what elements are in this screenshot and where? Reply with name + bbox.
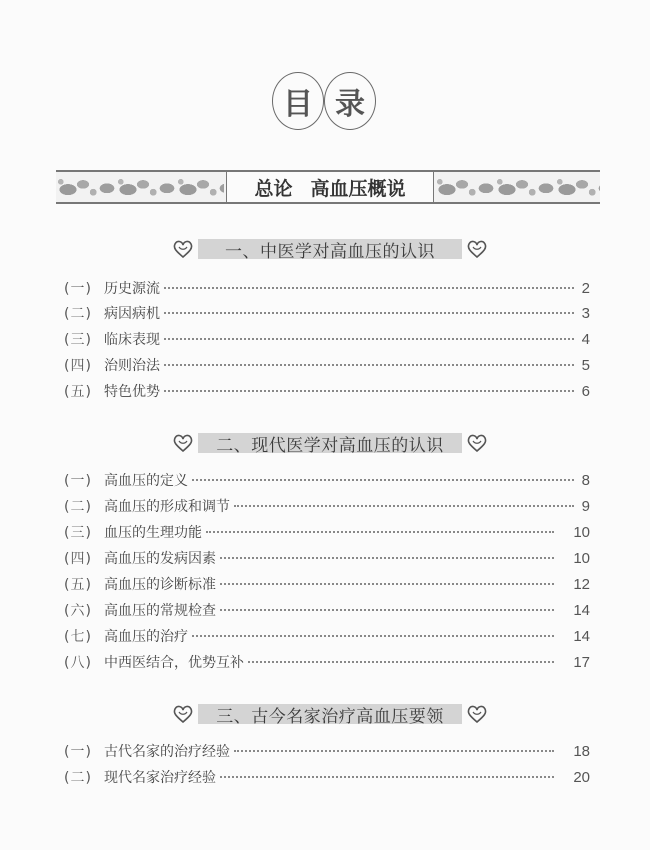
entry-title: 高血压的常规检查: [104, 603, 216, 619]
floral-ornament-icon: [56, 174, 224, 200]
toc-entry[interactable]: [64, 522, 590, 542]
entry-title: 现代名家治疗经验: [104, 770, 216, 786]
dot-leader: [164, 312, 574, 314]
entry-title: 中西医结合，优势互补: [104, 655, 244, 671]
heart-ornament-icon: [172, 239, 194, 259]
part-banner: [56, 170, 600, 204]
entry-title: 临床表现: [104, 332, 160, 348]
entry-title: 治则治法: [104, 358, 160, 374]
dot-leader: [248, 661, 554, 663]
dot-leader: [164, 364, 574, 366]
toc-entry[interactable]: [64, 278, 590, 298]
toc-entry[interactable]: [64, 574, 590, 594]
section-title: 二、现代医学对高血压的认识: [198, 433, 462, 453]
toc-entry[interactable]: [64, 355, 590, 375]
section-title: 三、古今名家治疗高血压要领: [198, 704, 462, 724]
entry-page: 10: [573, 550, 590, 567]
entry-title: 高血压的治疗: [104, 629, 188, 645]
entry-number: (八): [64, 655, 92, 671]
entry-number: (七): [64, 629, 92, 645]
entry-page: 9: [581, 498, 590, 515]
entry-number: (六): [64, 603, 92, 619]
toc-entry[interactable]: [64, 626, 590, 646]
entry-title: 特色优势: [104, 384, 160, 400]
entry-number: (二): [64, 770, 92, 786]
entry-page: 10: [573, 524, 590, 541]
entry-number: (四): [64, 551, 92, 567]
entry-page: 8: [581, 472, 590, 489]
entry-page: 20: [573, 769, 590, 786]
heart-ornament-icon: [466, 239, 488, 259]
heart-ornament-icon: [466, 433, 488, 453]
toc-entry[interactable]: [64, 767, 590, 787]
title-char-circle: 目: [272, 72, 324, 130]
section-header: [172, 432, 488, 454]
page-title: [272, 72, 382, 130]
part-label-a: 总论: [254, 177, 293, 200]
entry-number: (三): [64, 332, 92, 348]
entry-title: 病因病机: [104, 306, 160, 322]
toc-entry[interactable]: [64, 548, 590, 568]
entry-page: 14: [573, 628, 590, 645]
entry-number: (五): [64, 384, 92, 400]
dot-leader: [234, 505, 574, 507]
entry-title: 高血压的形成和调节: [104, 499, 230, 515]
entry-number: (一): [64, 473, 92, 489]
entry-title: 血压的生理功能: [104, 525, 202, 541]
entry-number: (二): [64, 306, 92, 322]
entry-title: 高血压的诊断标准: [104, 577, 216, 593]
entry-number: (二): [64, 499, 92, 515]
entry-number: (一): [64, 281, 92, 297]
entry-page: 6: [581, 383, 590, 400]
dot-leader: [192, 635, 554, 637]
entry-title: 历史源流: [104, 281, 160, 297]
entry-number: (三): [64, 525, 92, 541]
dot-leader: [220, 609, 554, 611]
toc-entry[interactable]: [64, 470, 590, 490]
entry-page: 14: [573, 602, 590, 619]
entry-page: 18: [573, 743, 590, 760]
toc-entry[interactable]: [64, 741, 590, 761]
toc-entry[interactable]: [64, 600, 590, 620]
entry-page: 3: [581, 305, 590, 322]
dot-leader: [164, 338, 574, 340]
entry-page: 5: [581, 357, 590, 374]
toc-entry[interactable]: [64, 381, 590, 401]
part-title: [226, 172, 434, 202]
dot-leader: [220, 583, 554, 585]
toc-entry[interactable]: [64, 652, 590, 672]
entry-page: 17: [573, 654, 590, 671]
floral-ornament-icon: [435, 174, 600, 200]
heart-ornament-icon: [466, 704, 488, 724]
entry-title: 高血压的定义: [104, 473, 188, 489]
dot-leader: [164, 390, 574, 392]
part-label-b: 高血压概说: [310, 177, 406, 200]
entry-title: 高血压的发病因素: [104, 551, 216, 567]
section-title: 一、中医学对高血压的认识: [198, 239, 462, 259]
dot-leader: [206, 531, 554, 533]
title-char-circle: 录: [324, 72, 376, 130]
entry-title: 古代名家的治疗经验: [104, 744, 230, 760]
entry-page: 2: [581, 280, 590, 297]
heart-ornament-icon: [172, 704, 194, 724]
dot-leader: [220, 557, 554, 559]
dot-leader: [220, 776, 554, 778]
section-header: [172, 703, 488, 725]
toc-entry[interactable]: [64, 329, 590, 349]
toc-entry[interactable]: [64, 496, 590, 516]
entry-number: (五): [64, 577, 92, 593]
dot-leader: [164, 287, 574, 289]
entry-number: (四): [64, 358, 92, 374]
section-header: [172, 238, 488, 260]
entry-number: (一): [64, 744, 92, 760]
entry-page: 4: [581, 331, 590, 348]
dot-leader: [234, 750, 554, 752]
dot-leader: [192, 479, 574, 481]
entry-page: 12: [573, 576, 590, 593]
heart-ornament-icon: [172, 433, 194, 453]
toc-entry[interactable]: [64, 303, 590, 323]
